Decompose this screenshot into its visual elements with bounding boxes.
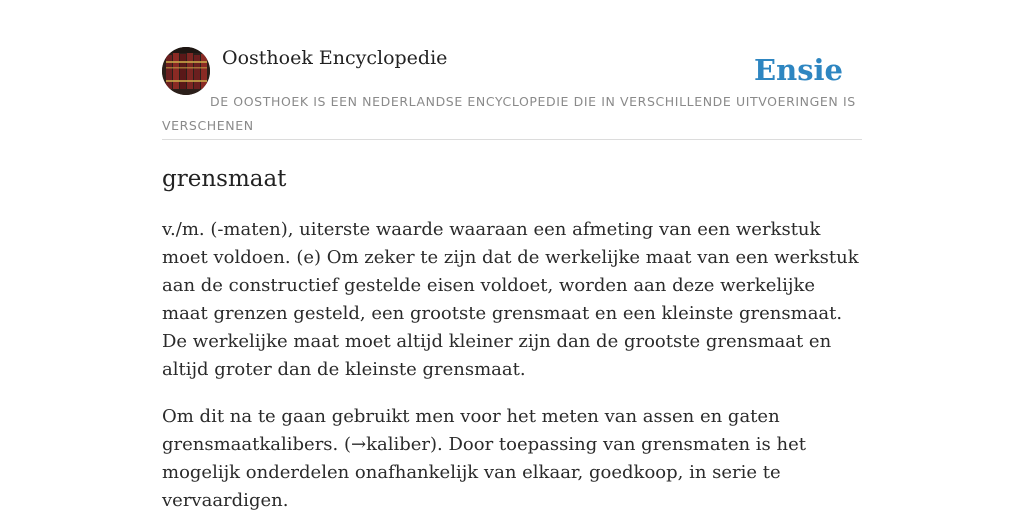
- entry-paragraph: Om dit na te gaan gebruikt men voor het meten van assen en gaten grensmaatkalibers. (→kaliber). Door toepassing van grensmaten is het mogelijk onderdelen onafhankelijk van elkaar, goedkoop, in serie te vervaardigen.: [162, 406, 806, 511]
- brand-logo[interactable]: Ensie: [754, 53, 843, 87]
- site-tagline: DE OOSTHOEK IS EEN NEDERLANDSE ENCYCLOPEDIE DIE IN VERSCHILLENDE UITVOERINGEN IS VERSCHENEN: [162, 94, 856, 133]
- entry-title: grensmaat: [162, 166, 287, 192]
- site-title[interactable]: Oosthoek Encyclopedie: [222, 47, 448, 69]
- site-header: [162, 46, 862, 140]
- entry-content: [162, 162, 862, 512]
- encyclopedia-books-icon[interactable]: [162, 47, 210, 95]
- entry-paragraph: v./m. (-maten), uiterste waarde waaraan een afmeting van een werkstuk moet voldoen. (e) Om zeker te zijn dat de werkelijke maat van een werkstuk aan de constructief gestelde eisen voldoet, worden aan deze werkelijke maat grenzen gesteld, een grootste grensmaat en een kleinste grensmaat. De werkelijke maat moet altijd kleiner zijn dan de grootste grensmaat en altijd groter dan de kleinste grensmaat.: [162, 219, 859, 380]
